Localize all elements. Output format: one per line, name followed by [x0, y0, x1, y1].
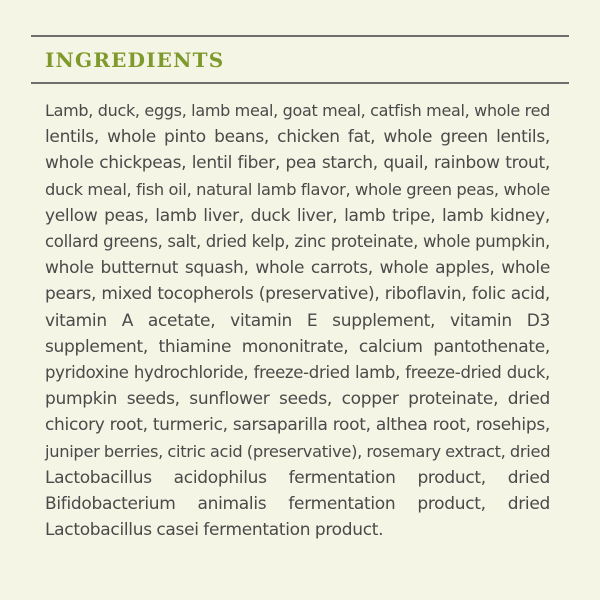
- ingredient-line: supplement, thiamine mononitrate, calcium pantothenate,: [45, 336, 550, 357]
- ingredient-line: collard greens, salt, dried kelp, zinc proteinate, whole pumpkin,: [45, 232, 550, 252]
- bottom-divider: [31, 82, 569, 84]
- ingredient-line: duck meal, fish oil, natural lamb flavor, whole green peas, whole: [45, 179, 550, 199]
- ingredient-line: vitamin A acetate, vitamin E supplement, vitamin D3: [45, 310, 550, 331]
- ingredients-title: INGREDIENTS: [45, 48, 225, 72]
- ingredient-line: whole butternut squash, whole carrots, whole apples, whole: [45, 258, 550, 279]
- top-divider: [31, 35, 569, 37]
- ingredient-line: chicory root, turmeric, sarsaparilla root, althea root, rosehips,: [45, 415, 550, 436]
- ingredient-line: pumpkin seeds, sunflower seeds, copper proteinate, dried: [45, 389, 550, 410]
- ingredient-line: Lamb, duck, eggs, lamb meal, goat meal, catfish meal, whole red: [45, 101, 550, 120]
- ingredient-line: yellow peas, lamb liver, duck liver, lamb tripe, lamb kidney,: [45, 205, 550, 226]
- ingredient-line: whole chickpeas, lentil fiber, pea starch, quail, rainbow trout,: [45, 153, 550, 174]
- ingredient-line: Bifidobacterium animalis fermentation product, dried: [45, 494, 550, 515]
- ingredients-list: [45, 98, 550, 543]
- ingredient-line: pears, mixed tocopherols (preservative), riboflavin, folic acid,: [45, 284, 550, 305]
- ingredient-line: Lactobacillus acidophilus fermentation product, dried: [45, 467, 550, 488]
- ingredient-line: pyridoxine hydrochloride, freeze-dried lamb, freeze-dried duck,: [45, 363, 550, 383]
- ingredient-line: lentils, whole pinto beans, chicken fat, whole green lentils,: [45, 127, 550, 148]
- ingredient-line: juniper berries, citric acid (preservative), rosemary extract, dried: [45, 441, 551, 461]
- ingredient-line: Lactobacillus casei fermentation product.: [45, 520, 384, 541]
